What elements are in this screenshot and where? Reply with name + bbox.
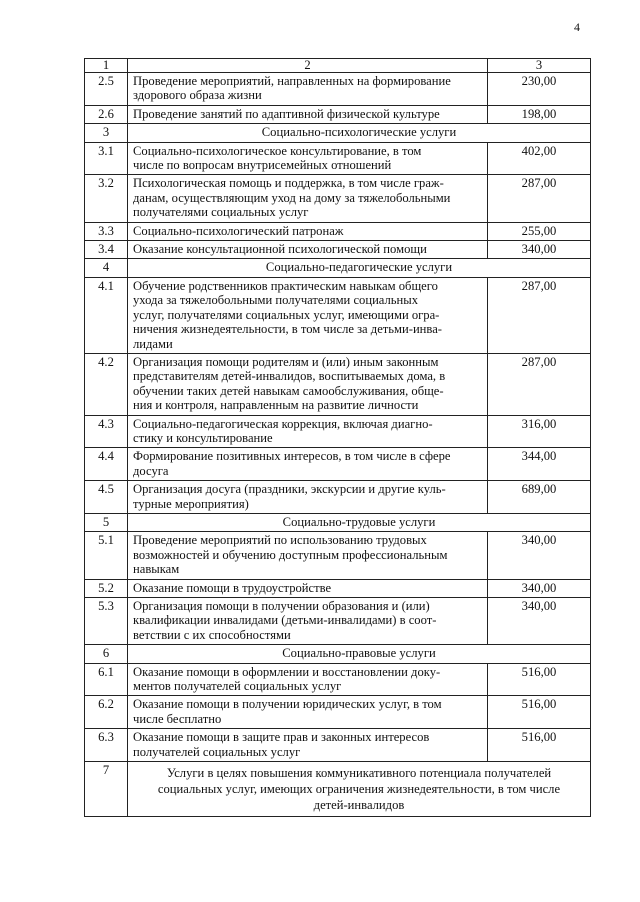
service-price: 340,00 bbox=[488, 532, 591, 579]
section-row bbox=[85, 645, 591, 663]
service-price: 316,00 bbox=[488, 415, 591, 448]
row-number: 5 bbox=[85, 513, 128, 531]
service-description bbox=[128, 353, 488, 415]
service-row bbox=[85, 415, 591, 448]
header-col-3: 3 bbox=[488, 59, 591, 73]
row-number: 5.2 bbox=[85, 579, 128, 597]
description-line: Проведение мероприятий, направленных на формирование bbox=[133, 74, 451, 88]
service-description bbox=[128, 241, 488, 259]
section-row bbox=[85, 762, 591, 817]
service-row bbox=[85, 222, 591, 240]
header-col-2: 2 bbox=[128, 59, 488, 73]
service-price: 344,00 bbox=[488, 448, 591, 481]
service-row bbox=[85, 277, 591, 353]
section-row bbox=[85, 513, 591, 531]
description-line: Социально-психологический патронаж bbox=[133, 223, 344, 238]
service-price: 198,00 bbox=[488, 105, 591, 123]
description-line: числе бесплатно bbox=[133, 711, 222, 726]
description-line: числе по вопросам внутрисемейных отношений bbox=[133, 158, 392, 173]
service-row bbox=[85, 105, 591, 123]
row-number: 4.4 bbox=[85, 448, 128, 481]
description-line: ментов получателей социальных услуг bbox=[133, 679, 342, 694]
service-description bbox=[128, 663, 488, 696]
description-line: Организация досуга (праздники, экскурсии и другие куль- bbox=[133, 482, 446, 497]
table-header-row bbox=[85, 59, 591, 73]
description-line: навыкам bbox=[133, 562, 180, 577]
description-line: Оказание помощи в защите прав и законных интересов bbox=[133, 730, 430, 745]
service-row bbox=[85, 448, 591, 481]
service-description bbox=[128, 277, 488, 353]
service-description bbox=[128, 598, 488, 645]
service-description bbox=[128, 448, 488, 481]
row-number: 6 bbox=[85, 645, 128, 663]
section-title: Социально-правовые услуги bbox=[128, 645, 591, 663]
service-description bbox=[128, 142, 488, 175]
service-row bbox=[85, 142, 591, 175]
section-title bbox=[128, 762, 591, 817]
service-row bbox=[85, 579, 591, 597]
description-line: возможностей и обучению доступным профессиональным bbox=[133, 547, 448, 562]
service-row bbox=[85, 532, 591, 579]
description-line: представителям детей-инвалидов, воспитываемых дома, в bbox=[133, 369, 446, 384]
service-price: 255,00 bbox=[488, 222, 591, 240]
description-line: Социально-психологическое консультирование, в том bbox=[133, 143, 422, 158]
service-description bbox=[128, 696, 488, 729]
row-number: 6.3 bbox=[85, 729, 128, 762]
service-price: 516,00 bbox=[488, 696, 591, 729]
row-number: 4 bbox=[85, 259, 128, 277]
service-row bbox=[85, 696, 591, 729]
description-line: Организация помощи в получении образования и (или) bbox=[133, 599, 430, 613]
row-number: 5.3 bbox=[85, 598, 128, 645]
section-title-line: Услуги в целях повышения коммуникативного потенциала получателей bbox=[166, 766, 552, 781]
section-title-line: социальных услуг, имеющих ограничения жизнедеятельности, в том числе bbox=[157, 782, 561, 797]
service-description bbox=[128, 73, 488, 106]
row-number: 4.5 bbox=[85, 481, 128, 514]
description-line: турные мероприятия) bbox=[133, 496, 249, 511]
description-line: ния и контроля, направленным на развитие личности bbox=[133, 398, 419, 413]
description-line: ничения жизнедеятельности, в том числе за детьми-инва- bbox=[133, 322, 442, 337]
description-line: Оказание помощи в трудоустройстве bbox=[133, 580, 332, 595]
service-price: 287,00 bbox=[488, 175, 591, 222]
section-row bbox=[85, 259, 591, 277]
row-number: 3 bbox=[85, 124, 128, 142]
description-line: услуг, получателями социальных услуг, имеющими огра- bbox=[133, 307, 440, 322]
section-title-line: детей-инвалидов bbox=[313, 798, 405, 813]
row-number: 5.1 bbox=[85, 532, 128, 579]
row-number: 2.5 bbox=[85, 73, 128, 106]
row-number: 3.2 bbox=[85, 175, 128, 222]
service-description bbox=[128, 222, 488, 240]
service-row bbox=[85, 598, 591, 645]
service-row bbox=[85, 481, 591, 514]
service-row bbox=[85, 175, 591, 222]
description-line: Оказание помощи в оформлении и восстановлении доку- bbox=[133, 664, 441, 679]
description-line: Проведение мероприятий по использованию трудовых bbox=[133, 533, 427, 548]
service-row bbox=[85, 729, 591, 762]
service-price: 516,00 bbox=[488, 663, 591, 696]
service-price: 287,00 bbox=[488, 353, 591, 415]
description-line: Оказание помощи в получении юридических услуг, в том bbox=[133, 697, 442, 712]
row-number: 7 bbox=[85, 762, 128, 817]
description-line: ветствии с их способностями bbox=[133, 627, 291, 642]
description-line: обучении таких детей навыкам самообслуживания, обще- bbox=[133, 383, 444, 398]
description-line: лидами bbox=[133, 336, 173, 351]
table-body bbox=[85, 59, 591, 817]
service-price: 287,00 bbox=[488, 277, 591, 353]
row-number: 4.1 bbox=[85, 277, 128, 353]
service-description bbox=[128, 532, 488, 579]
description-line: Оказание консультационной психологической помощи bbox=[133, 242, 427, 257]
row-number: 3.3 bbox=[85, 222, 128, 240]
description-line: здорового образа жизни bbox=[133, 88, 262, 103]
page-number: 4 bbox=[574, 20, 580, 34]
service-price: 340,00 bbox=[488, 241, 591, 259]
row-number: 2.6 bbox=[85, 105, 128, 123]
description-line: ухода за тяжелобольными получателями социальных bbox=[133, 293, 419, 308]
description-line: Организация помощи родителям и (или) иным законным bbox=[133, 354, 439, 369]
services-price-table bbox=[84, 58, 591, 817]
row-number: 3.4 bbox=[85, 241, 128, 259]
description-line: получателей социальных услуг bbox=[133, 744, 301, 759]
description-line: Обучение родственников практическим навыкам общего bbox=[133, 278, 438, 293]
service-description bbox=[128, 105, 488, 123]
description-line: стику и консультирование bbox=[133, 430, 273, 445]
section-title: Социально-психологические услуги bbox=[128, 124, 591, 142]
service-price: 516,00 bbox=[488, 729, 591, 762]
service-description bbox=[128, 729, 488, 762]
description-line: Формирование позитивных интересов, в том числе в сфере bbox=[133, 449, 451, 464]
service-price: 230,00 bbox=[488, 73, 591, 106]
description-line: досуга bbox=[133, 463, 169, 478]
row-number: 4.3 bbox=[85, 415, 128, 448]
row-number: 4.2 bbox=[85, 353, 128, 415]
row-number: 6.1 bbox=[85, 663, 128, 696]
service-description bbox=[128, 175, 488, 222]
service-row bbox=[85, 73, 591, 106]
service-row bbox=[85, 663, 591, 696]
section-row bbox=[85, 124, 591, 142]
row-number: 3.1 bbox=[85, 142, 128, 175]
service-price: 340,00 bbox=[488, 598, 591, 645]
description-line: Психологическая помощь и поддержка, в том числе граж- bbox=[133, 176, 444, 191]
description-line: Социально-педагогическая коррекция, включая диагно- bbox=[133, 416, 433, 431]
service-row bbox=[85, 353, 591, 415]
section-title: Социально-педагогические услуги bbox=[128, 259, 591, 277]
service-description bbox=[128, 415, 488, 448]
service-description bbox=[128, 579, 488, 597]
service-price: 402,00 bbox=[488, 142, 591, 175]
service-row bbox=[85, 241, 591, 259]
service-description bbox=[128, 481, 488, 514]
service-price: 340,00 bbox=[488, 579, 591, 597]
description-line: квалификации инвалидами (детьми-инвалидами) в соот- bbox=[133, 613, 437, 628]
description-line: Проведение занятий по адаптивной физической культуре bbox=[133, 106, 440, 121]
description-line: данам, осуществляющим уход на дому за тяжелобольными bbox=[133, 190, 451, 205]
section-title: Социально-трудовые услуги bbox=[128, 513, 591, 531]
row-number: 6.2 bbox=[85, 696, 128, 729]
description-line: получателями социальных услуг bbox=[133, 205, 309, 220]
header-col-1: 1 bbox=[85, 59, 128, 73]
service-price: 689,00 bbox=[488, 481, 591, 514]
